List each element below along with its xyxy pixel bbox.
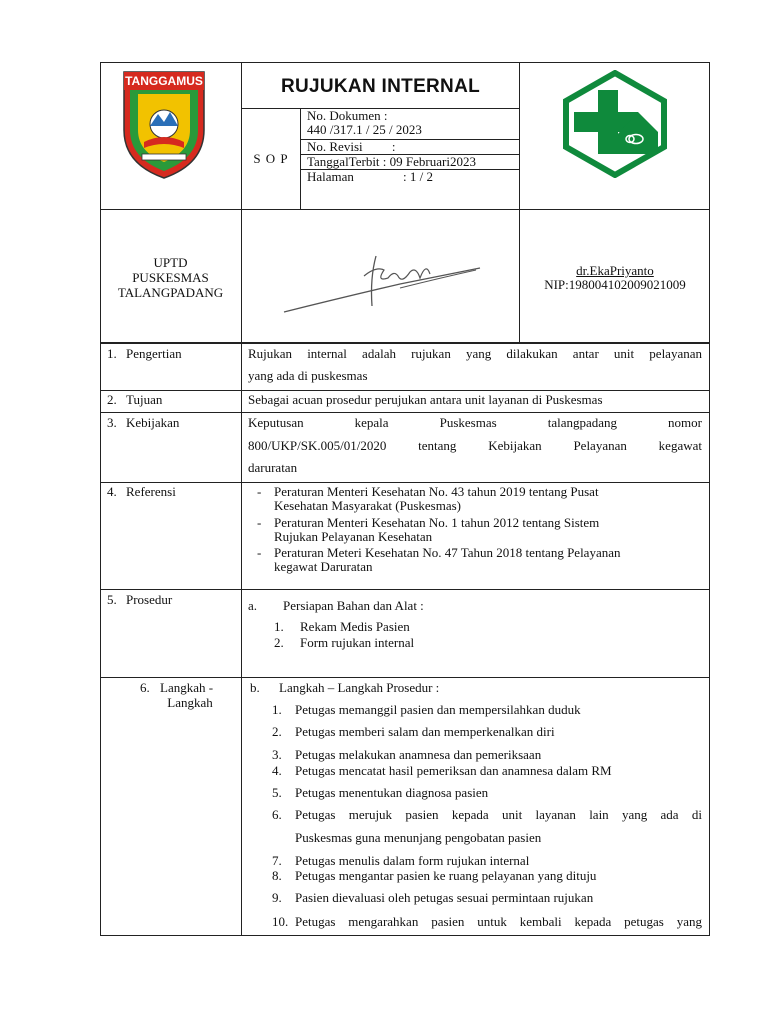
procedure-step-text: Pasien dievaluasi oleh petugas sesuai permintaan rujukan (295, 890, 594, 905)
procedure-step (272, 763, 702, 779)
reference-dash: - (257, 515, 262, 530)
procedure-step-text: Petugas melakukan anamnesa dan pemeriksaan (295, 747, 542, 762)
procedure-step (272, 747, 702, 763)
procedure-step-text: Petugas mengantar pasien ke ruang pelayanan yang dituju (295, 868, 597, 883)
section-3-label: Kebijakan (126, 415, 180, 430)
reference-3-line1: Peraturan Meteri Kesehatan No. 47 Tahun 2018 tentang Pelayanan (274, 545, 621, 560)
procedure-step-6-continuation: Puskesmas guna menunjang pengobatan pasien (295, 830, 542, 845)
prosedur-item-number: 1. (274, 619, 284, 634)
reference-2-line1: Peraturan Menteri Kesehatan No. 1 tahun 2012 tentang Sistem (274, 515, 600, 530)
prosedur-letter: a. (248, 598, 258, 613)
doc-number-label: No. Dokumen : (307, 108, 388, 123)
procedure-step-number: 9. (272, 890, 282, 905)
revision-label: No. Revisi : (307, 139, 396, 154)
section-3-text-line3: daruratan (248, 460, 298, 475)
langkah-title: Langkah – Langkah Prosedur : (279, 680, 440, 695)
prosedur-item-number: 2. (274, 635, 284, 650)
procedure-step (272, 868, 702, 884)
procedure-step (272, 914, 702, 930)
section-1-label: Pengertian (126, 346, 182, 361)
sop-label: S O P (253, 151, 289, 166)
reference-3-line2: kegawat Daruratan (274, 559, 373, 574)
section-4-label: Referensi (126, 484, 176, 499)
procedure-step-number: 10. (272, 914, 289, 929)
procedure-step (272, 853, 702, 869)
procedure-step-text: Petugas mencatat hasil pemeriksan dan anamnesa dalam RM (295, 763, 612, 778)
org-name-line3: TALANGPADANG (117, 285, 224, 300)
prosedur-item-1: Rekam Medis Pasien (300, 619, 410, 634)
prosedur-title: Persiapan Bahan dan Alat : (283, 598, 424, 613)
doc-number-value: 440 /317.1 / 25 / 2023 (307, 122, 422, 137)
issue-date: TanggalTerbit : 09 Februari2023 (307, 154, 476, 169)
procedure-step (272, 807, 702, 823)
procedure-step-text: Petugas menentukan diagnosa pasien (295, 785, 489, 800)
section-3-text-line2: 800/UKP/SK.005/01/2020 tentang Kebijakan Pelayanan kegawat (248, 438, 702, 453)
reference-1-line2: Kesehatan Masyarakat (Puskesmas) (274, 498, 461, 513)
org-name-line2: PUSKESMAS (132, 270, 209, 285)
section-1-text-line1: Rujukan internal adalah rujukan yang dilakukan antar unit pelayanan (248, 346, 702, 361)
procedure-step-text: Petugas menulis dalam form rujukan internal (295, 853, 530, 868)
langkah-letter: b. (250, 680, 260, 695)
procedure-step-number: 5. (272, 785, 282, 800)
org-name-line1: UPTD (153, 255, 188, 270)
section-1-number: 1. (107, 346, 117, 361)
procedure-step-text: Petugas memberi salam dan memperkenalkan diri (295, 724, 555, 739)
reference-dash: - (257, 545, 262, 560)
procedure-step-text: Petugas merujuk pasien kepada unit layanan lain yang ada di (295, 807, 702, 822)
procedure-step-text: Petugas mengarahkan pasien untuk kembali kepada petugas yang (295, 914, 702, 929)
reference-dash: - (257, 484, 262, 499)
procedure-step (272, 724, 702, 740)
page-value: : 1 / 2 (403, 169, 433, 184)
tanggamus-logo (118, 68, 210, 180)
section-3-number: 3. (107, 415, 117, 430)
section-3-text-line1: Keputusan kepala Puskesmas talangpadang nomor (248, 415, 702, 430)
procedure-step-number: 6. (272, 807, 282, 822)
procedure-step-number: 8. (272, 868, 282, 883)
signer-nip: NIP:198004102009021009 (544, 277, 686, 292)
document-title: RUJUKAN INTERNAL (280, 76, 481, 97)
section-2-text: Sebagai acuan prosedur perujukan antara unit layanan di Puskesmas (248, 392, 603, 407)
section-2-number: 2. (107, 392, 117, 407)
page-label: Halaman (307, 169, 354, 184)
section-5-label: Prosedur (126, 592, 173, 607)
procedure-step (272, 702, 702, 718)
reference-2-line2: Rujukan Pelayanan Kesehatan (274, 529, 433, 544)
puskesmas-logo (560, 70, 670, 178)
signature (280, 248, 490, 318)
procedure-step (272, 890, 702, 906)
section-2-label: Tujuan (126, 392, 163, 407)
signer-name: dr.EkaPriyanto (576, 263, 654, 278)
tanggamus-logo-text: TANGGAMUS (125, 74, 203, 88)
prosedur-item-2: Form rujukan internal (300, 635, 415, 650)
procedure-step-number: 3. (272, 747, 282, 762)
procedure-step-number: 2. (272, 724, 282, 739)
section-5-number: 5. (107, 592, 117, 607)
reference-1-line1: Peraturan Menteri Kesehatan No. 43 tahun 2019 tentang Pusat (274, 484, 599, 499)
section-1-text-line2: yang ada di puskesmas (248, 368, 368, 383)
section-6-number: 6. (140, 680, 150, 695)
procedure-step (272, 785, 702, 801)
section-6-label-line1: Langkah - (160, 680, 214, 695)
procedure-step-number: 7. (272, 853, 282, 868)
procedure-step-number: 1. (272, 702, 282, 717)
section-6-label-line2: Langkah (167, 695, 213, 710)
section-4-number: 4. (107, 484, 117, 499)
procedure-step-text: Petugas memanggil pasien dan mempersilahkan duduk (295, 702, 581, 717)
procedure-step-number: 4. (272, 763, 282, 778)
